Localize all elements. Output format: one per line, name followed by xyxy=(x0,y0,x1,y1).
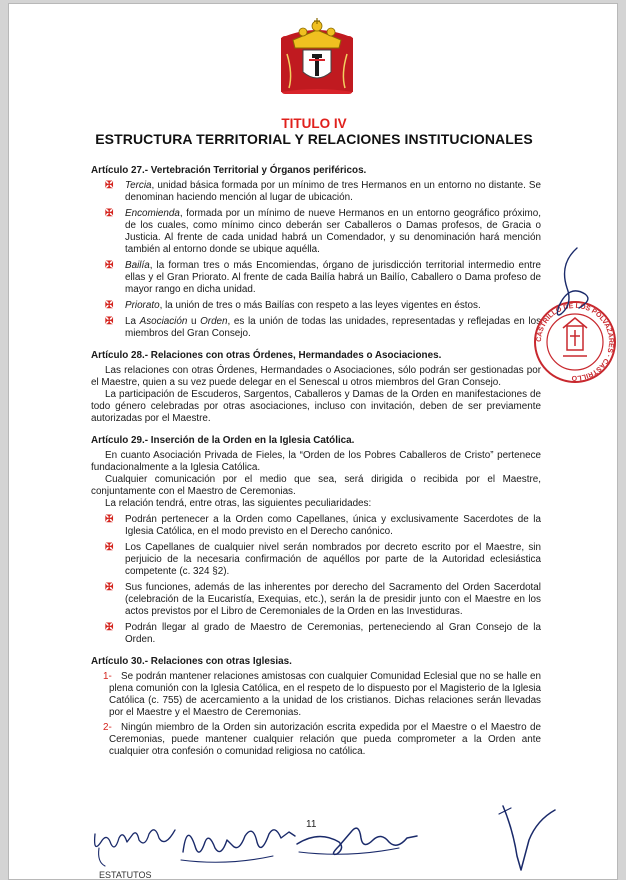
cross-bullet-icon: ✠ xyxy=(105,622,114,633)
list-item: ✠ Priorato, la unión de tres o más Bailías con respeto a las leyes vigentes en éstos. xyxy=(105,300,481,311)
article-28-heading: Artículo 28.- Relaciones con otras Órdenes, Hermandades o Asociaciones. xyxy=(91,350,442,361)
list-item: ✠ Los Capellanes de cualquier nivel serán nombrados por decreto escrito por el Maestre, sin perjuicio de la necesaria confirmación de aquéllos por parte de la Autoridad eclesiástica competente (c. 324 §2). xyxy=(105,542,541,577)
list-item: ✠ Sus funciones, además de las inherentes por derecho del Sacramento del Orden Sacerdotal (celebración de la Eucaristía, Exequias, etc.), serán la de presidir junto con el Maestre en los actos previstos por el Libro de Ceremoniales de la Orden en las Investiduras. xyxy=(105,582,541,617)
article-29-heading: Artículo 29.- Inserción de la Orden en la Iglesia Católica. xyxy=(91,435,355,446)
page-number: 11 xyxy=(306,819,317,830)
cross-bullet-icon: ✠ xyxy=(105,260,114,271)
cross-bullet-icon: ✠ xyxy=(105,180,114,191)
margin-signature xyxy=(549,244,599,324)
paragraph: Cualquier comunicación por el medio que sea, será dirigida o recibida por el Maestre, conjuntamente con el Maestro de Ceremonias. xyxy=(91,474,541,497)
cross-bullet-icon: ✠ xyxy=(105,208,114,219)
list-item: ✠ Bailía, la forman tres o más Encomiendas, órgano de jurisdicción territorial intermedio entre ellas y el Gran Priorato. Al frente de cada Bailía habrá un Bailío, Caballero o Dama profeso de mayor rango en dicha unidad. xyxy=(105,260,541,295)
numbered-item: 1- Se podrán mantener relaciones amistosas con cualquier Comunidad Eclesial que no se halle en plena comunión con la Iglesia Católica, en el respeto de lo dispuesto por el Magisterio de la Iglesia Católica (c. 755) de acercamiento a la unidad de los cristianos. Dichas relaciones serán llevadas por el Maestre y el Maestro de Ceremonias. xyxy=(103,671,541,718)
paragraph: En cuanto Asociación Privada de Fieles, la “Orden de los Pobres Caballeros de Cristo” pertenece fundacionalmente a la Iglesia Católica. xyxy=(91,450,541,473)
document-body xyxy=(91,165,541,761)
list-item: ✠ Podrán pertenecer a la Orden como Capellanes, única y exclusivamente Sacerdotes de la Iglesia Católica, en el modo previsto en el Derecho canónico. xyxy=(105,514,541,537)
footer-fragment: ESTATUTOS xyxy=(99,870,152,880)
cross-bullet-icon: ✠ xyxy=(105,300,114,311)
title-number: TITULO IV xyxy=(281,116,347,131)
article-27-heading: Artículo 27.- Vertebración Territorial y Órganos periféricos. xyxy=(91,165,367,176)
paragraph: La relación tendrá, entre otras, las siguientes peculiaridades: xyxy=(105,498,372,509)
cross-bullet-icon: ✠ xyxy=(105,316,114,327)
numbered-item: 2- Ningún miembro de la Orden sin autorización escrita expedida por el Maestre o el Maestro de Ceremonias, puede mantener cualquier relación que pueda comprometer a la Orden ante cualquier otra confesión o comunidad religiosa no católica. xyxy=(103,722,541,757)
svg-text:CASTRILLO DE LOS POLVAZARES ·: CASTRILLO DE LOS POLVAZARES · CASTRILLO xyxy=(535,302,615,382)
cross-bullet-icon: ✠ xyxy=(105,514,114,525)
signature-4 xyxy=(493,800,563,876)
list-item: ✠ Podrán llegar al grado de Maestro de Ceremonias, perteneciendo al Gran Consejo de la Orden. xyxy=(105,622,541,645)
signature-1 xyxy=(89,804,189,874)
order-crest-logo xyxy=(279,14,355,96)
document-page xyxy=(8,3,618,880)
cross-bullet-icon: ✠ xyxy=(105,582,114,593)
cross-bullet-icon: ✠ xyxy=(105,542,114,553)
paragraph: La participación de Escuderos, Sargentos, Caballeros y Damas de la Orden en manifestaciones de todo género celebradas por otras asociaciones, incluso con invitación, deben de ser previamente autorizadas por el Maestre. xyxy=(91,389,541,424)
list-item: ✠ La Asociación u Orden, es la unión de todas las unidades, representadas y reflejadas en los miembros del Gran Consejo. xyxy=(105,316,542,339)
paragraph: Las relaciones con otras Órdenes, Hermandades o Asociaciones, sólo podrán ser gestionadas por el Maestre, quien a su vez puede delegar en el Senescal u otros miembros del Gran Consejo. xyxy=(91,365,541,388)
section-title: ESTRUCTURA TERRITORIAL Y RELACIONES INSTITUCIONALES xyxy=(95,131,533,147)
list-item: ✠ Encomienda, formada por un mínimo de nueve Hermanos en un entorno geográfico próximo, de los cuales, como mínimo cinco deberán ser Caballeros o Damas profesos, de Gracia o Justicia. Al frente de cada unidad habrá un Comendador, y su denominación hará mención también al entorno donde se ubique aquélla. xyxy=(105,208,541,255)
article-30-heading: Artículo 30.- Relaciones con otras Iglesias. xyxy=(91,656,292,667)
list-item: ✠ Tercia, unidad básica formada por un mínimo de tres Hermanos en un entorno no distante. Se denominan haciendo mención al lugar de ubicación. xyxy=(105,180,541,203)
signature-3 xyxy=(289,812,429,867)
